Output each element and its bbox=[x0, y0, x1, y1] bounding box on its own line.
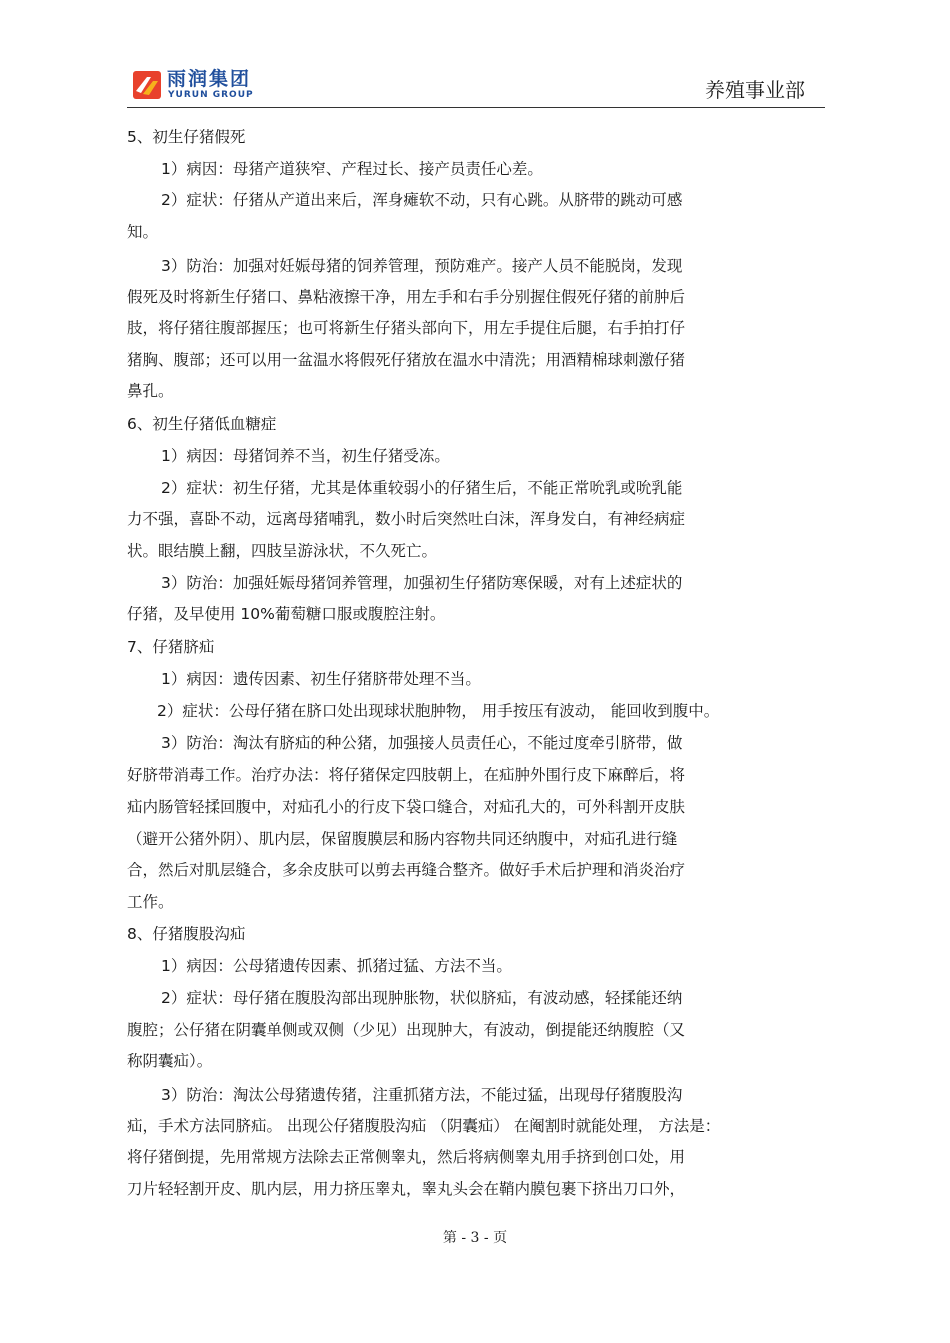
text-line: （避开公猪外阴）、肌内层，保留腹膜层和肠内容物共同还纳腹中，对疝孔进行缝 bbox=[127, 830, 678, 848]
text-line: 3）防治：加强对妊娠母猪的饲养管理，预防难产。接产人员不能脱岗，发现 bbox=[161, 257, 683, 275]
text-line: 好脐带消毒工作。治疗办法：将仔猪保定四肢朝上，在疝肿外围行皮下麻醉后，将 bbox=[127, 766, 686, 784]
text-line: 猪胸、腹部；还可以用一盆温水将假死仔猪放在温水中清洗；用酒精棉球刺激仔猪 bbox=[127, 351, 686, 369]
section-heading: 5、初生仔猪假死 bbox=[127, 128, 246, 146]
section-heading: 8、仔猪腹股沟疝 bbox=[127, 925, 246, 943]
text-line: 合，然后对肌层缝合，多余皮肤可以剪去再缝合整齐。做好手术后护理和消炎治疗 bbox=[127, 861, 686, 879]
text-line: 假死及时将新生仔猪口、鼻粘液擦干净，用左手和右手分别握住假死仔猪的前肿后 bbox=[127, 288, 686, 306]
text-line: 将仔猪倒提，先用常规方法除去正常侧睾丸，然后将病侧睾丸用手挤到创口处，用 bbox=[127, 1148, 686, 1166]
department-title: 养殖事业部 bbox=[705, 78, 805, 102]
logo-english-text: YURUN GROUP bbox=[168, 90, 254, 100]
text-line: 1）病因：母猪产道狭窄、产程过长、接产员责任心差。 bbox=[161, 160, 543, 178]
text-line: 3）防治：加强妊娠母猪饲养管理，加强初生仔猪防寒保暖，对有上述症状的 bbox=[161, 574, 683, 592]
header-divider bbox=[127, 107, 825, 108]
text-line: 力不强，喜卧不动，远离母猪哺乳，数小时后突然吐白沫，浑身发白，有神经病症 bbox=[127, 510, 686, 528]
text-line: 仔猪，及早使用 10%葡萄糖口服或腹腔注射。 bbox=[127, 605, 446, 623]
text-line: 3）防治：淘汰有脐疝的种公猪，加强接人员责任心，不能过度牵引脐带，做 bbox=[161, 734, 683, 752]
text-line: 腹腔；公仔猪在阴囊单侧或双侧（少见）出现肿大，有波动，倒提能还纳腹腔（又 bbox=[127, 1021, 686, 1039]
text-line: 1）病因：遗传因素、初生仔猪脐带处理不当。 bbox=[161, 670, 481, 688]
logo-chinese-text: 雨润集团 bbox=[167, 68, 252, 90]
section-heading: 6、初生仔猪低血糖症 bbox=[127, 415, 277, 433]
text-line: 疝内肠管轻揉回腹中，对疝孔小的行皮下袋口缝合，对疝孔大的，可外科割开皮肤 bbox=[127, 798, 686, 816]
text-line: 2）症状：母仔猪在腹股沟部出现肿胀物，状似脐疝，有波动感，轻揉能还纳 bbox=[161, 989, 683, 1007]
text-line: 状。眼结膜上翻，四肢呈游泳状，不久死亡。 bbox=[127, 542, 438, 560]
text-line: 3）防治：淘汰公母猪遗传猪，注重抓猪方法，不能过猛，出现母仔猪腹股沟 bbox=[161, 1086, 683, 1104]
text-line: 鼻孔。 bbox=[127, 382, 174, 400]
text-line: 1）病因：公母猪遗传因素、抓猪过猛、方法不当。 bbox=[161, 957, 512, 975]
page-number: 第 - 3 - 页 bbox=[442, 1230, 508, 1246]
text-line: 1）病因：母猪饲养不当，初生仔猪受冻。 bbox=[161, 447, 450, 465]
yurun-logo-mark-icon bbox=[133, 71, 161, 99]
section-heading: 7、仔猪脐疝 bbox=[127, 638, 215, 656]
page-header bbox=[127, 66, 825, 110]
text-line: 知。 bbox=[127, 223, 159, 241]
text-line: 肢，将仔猪往腹部握压；也可将新生仔猪头部向下，用左手提住后腿，右手拍打仔 bbox=[127, 319, 686, 337]
text-line: 称阴囊疝）。 bbox=[127, 1052, 213, 1070]
text-line: 2）症状：初生仔猪，尤其是体重较弱小的仔猪生后，不能正常吮乳或吮乳能 bbox=[161, 479, 683, 497]
text-line: 2）症状：仔猪从产道出来后，浑身瘫软不动，只有心跳。从脐带的跳动可感 bbox=[161, 191, 683, 209]
text-line: 2）症状：公母仔猪在脐口处出现球状胞肿物， 用手按压有波动， 能回收到腹中。 bbox=[157, 702, 720, 720]
text-line: 疝，手术方法同脐疝。 出现公仔猪腹股沟疝 （阴囊疝） 在阉割时就能处理， 方法是： bbox=[127, 1117, 721, 1135]
text-line: 刀片轻轻割开皮、肌内层，用力挤压睾丸，睾丸头会在鞘内膜包裹下挤出刀口外， bbox=[127, 1180, 686, 1198]
text-line: 工作。 bbox=[127, 893, 174, 911]
yurun-logo bbox=[133, 68, 283, 104]
